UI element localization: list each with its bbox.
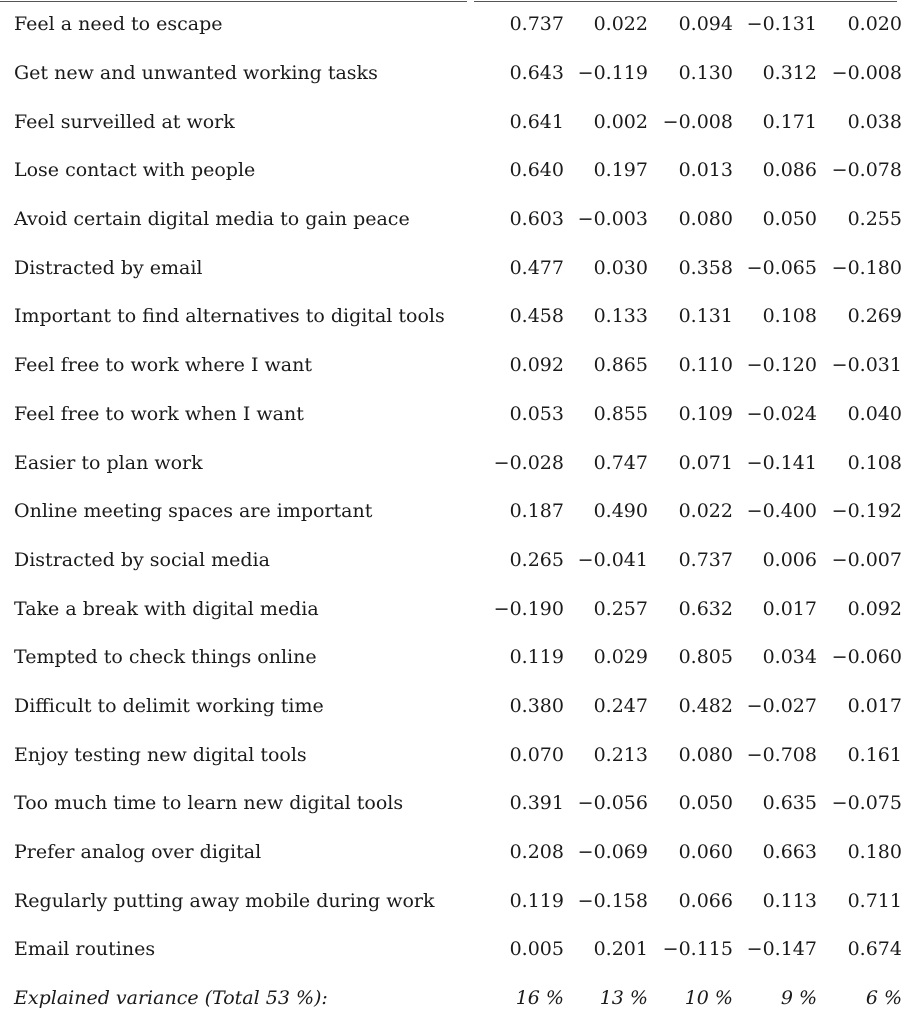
loading-factor-3: 0.482: [678, 694, 733, 717]
loading-factor-5: −0.078: [831, 159, 902, 182]
loading-factor-4: 0.663: [762, 841, 817, 864]
item-label: Important to find alternatives to digital tools: [14, 305, 445, 328]
variance-factor-3: 10 %: [684, 987, 733, 1010]
loading-factor-3: 0.080: [678, 208, 733, 231]
loading-factor-1: 0.737: [509, 13, 564, 36]
loading-factor-5: 0.180: [847, 841, 902, 864]
loading-factor-3: 0.071: [678, 451, 733, 474]
loading-factor-2: −0.119: [577, 62, 648, 85]
loading-factor-5: 0.255: [847, 208, 902, 231]
variance-factor-1: 16 %: [515, 987, 564, 1010]
loading-factor-5: −0.180: [831, 256, 902, 279]
loading-factor-4: 0.635: [762, 792, 817, 815]
item-label: Difficult to delimit working time: [14, 694, 324, 717]
loading-factor-5: −0.060: [831, 646, 902, 669]
loading-factor-5: −0.075: [831, 792, 902, 815]
table-row: [0, 876, 902, 925]
loading-factor-5: 0.161: [847, 743, 902, 766]
loading-factor-2: 0.201: [593, 938, 648, 961]
loading-factor-4: −0.400: [746, 500, 817, 523]
loading-factor-2: 0.133: [593, 305, 648, 328]
table-row: [0, 341, 902, 390]
table-row: [0, 487, 902, 536]
loading-factor-1: 0.265: [509, 548, 564, 571]
loading-factor-5: 0.674: [847, 938, 902, 961]
loading-factor-4: −0.120: [746, 354, 817, 377]
loading-factor-5: −0.008: [831, 62, 902, 85]
table-row: [0, 536, 902, 585]
item-label: Lose contact with people: [14, 159, 256, 182]
loading-factor-4: −0.708: [746, 743, 817, 766]
table-row: [0, 730, 902, 779]
loading-factor-3: 0.013: [678, 159, 733, 182]
table-row: [0, 779, 902, 828]
loading-factor-2: −0.069: [577, 841, 648, 864]
loading-factor-2: 0.022: [593, 13, 648, 36]
item-label: Online meeting spaces are important: [14, 500, 373, 523]
loading-factor-1: −0.190: [493, 597, 564, 620]
item-label: Feel surveilled at work: [14, 110, 235, 133]
loading-factor-1: −0.028: [493, 451, 564, 474]
loading-factor-1: 0.119: [509, 889, 564, 912]
loading-factor-2: 0.197: [593, 159, 648, 182]
loading-factor-3: 0.066: [678, 889, 733, 912]
loading-factor-4: 0.086: [762, 159, 817, 182]
loading-factor-3: 0.131: [678, 305, 733, 328]
loading-factor-2: 0.247: [593, 694, 648, 717]
loading-factor-3: 0.805: [678, 646, 733, 669]
loading-factor-5: −0.007: [831, 548, 902, 571]
table-row: [0, 195, 902, 244]
loading-factor-2: 0.257: [593, 597, 648, 620]
loading-factor-1: 0.640: [509, 159, 564, 182]
loading-factor-2: 0.865: [593, 354, 648, 377]
loading-factor-4: −0.141: [746, 451, 817, 474]
loading-factor-2: 0.213: [593, 743, 648, 766]
loading-factor-3: 0.080: [678, 743, 733, 766]
loading-factor-2: −0.003: [577, 208, 648, 231]
variance-factor-4: 9 %: [780, 987, 817, 1010]
loading-factor-5: −0.192: [831, 500, 902, 523]
table-row: [0, 438, 902, 487]
loading-factor-1: 0.187: [509, 500, 564, 523]
loading-factor-2: −0.056: [577, 792, 648, 815]
loading-factor-3: 0.109: [678, 402, 733, 425]
loading-factor-2: 0.855: [593, 402, 648, 425]
loading-factor-4: −0.131: [746, 13, 817, 36]
explained-variance-label: Explained variance (Total 53 %):: [14, 987, 328, 1010]
loading-factor-1: 0.380: [509, 694, 564, 717]
loading-factor-4: 0.034: [762, 646, 817, 669]
loading-factor-3: 0.632: [678, 597, 733, 620]
loading-factor-2: −0.158: [577, 889, 648, 912]
loading-factor-3: 0.737: [678, 548, 733, 571]
loading-factor-2: 0.029: [593, 646, 648, 669]
table-row: [0, 828, 902, 877]
loading-factor-5: −0.031: [831, 354, 902, 377]
item-label: Too much time to learn new digital tools: [14, 792, 404, 815]
loading-factor-1: 0.603: [509, 208, 564, 231]
loading-factor-1: 0.458: [509, 305, 564, 328]
table-row: [0, 925, 902, 974]
table-row: [0, 390, 902, 439]
loading-factor-1: 0.208: [509, 841, 564, 864]
loading-factor-4: 0.312: [762, 62, 817, 85]
loading-factor-2: 0.747: [593, 451, 648, 474]
loading-factor-4: 0.050: [762, 208, 817, 231]
loading-factor-2: 0.030: [593, 256, 648, 279]
loading-factor-1: 0.005: [509, 938, 564, 961]
item-label: Tempted to check things online: [14, 646, 317, 669]
loading-factor-3: 0.050: [678, 792, 733, 815]
explained-variance-row: [0, 974, 902, 1023]
loading-factor-1: 0.391: [509, 792, 564, 815]
table-row: [0, 682, 902, 731]
item-label: Take a break with digital media: [14, 597, 319, 620]
loading-factor-4: 0.108: [762, 305, 817, 328]
item-label: Distracted by social media: [14, 548, 270, 571]
variance-factor-5: 6 %: [865, 987, 902, 1010]
loading-factor-1: 0.053: [509, 402, 564, 425]
item-label: Prefer analog over digital: [14, 841, 262, 864]
loading-factor-3: 0.358: [678, 256, 733, 279]
loading-factor-5: 0.108: [847, 451, 902, 474]
table-row: [0, 49, 902, 98]
table-row: [0, 633, 902, 682]
table-row: [0, 0, 902, 49]
item-label: Feel free to work where I want: [14, 354, 312, 377]
loading-factor-3: −0.115: [662, 938, 733, 961]
item-label: Avoid certain digital media to gain peace: [14, 208, 410, 231]
loading-factor-4: 0.006: [762, 548, 817, 571]
item-label: Easier to plan work: [14, 451, 203, 474]
loading-factor-1: 0.092: [509, 354, 564, 377]
table-row: [0, 146, 902, 195]
table-row: [0, 97, 902, 146]
loading-factor-3: −0.008: [662, 110, 733, 133]
table-row: [0, 243, 902, 292]
loading-factor-2: −0.041: [577, 548, 648, 571]
variance-factor-2: 13 %: [599, 987, 648, 1010]
table-row: [0, 292, 902, 341]
loading-factor-3: 0.094: [678, 13, 733, 36]
loading-factor-5: 0.038: [847, 110, 902, 133]
item-label: Email routines: [14, 938, 156, 961]
loading-factor-3: 0.110: [678, 354, 733, 377]
loading-factor-5: 0.020: [847, 13, 902, 36]
loading-factor-4: −0.147: [746, 938, 817, 961]
loading-factor-5: 0.711: [847, 889, 902, 912]
loading-factor-1: 0.477: [509, 256, 564, 279]
loading-factor-5: 0.269: [847, 305, 902, 328]
loading-factor-3: 0.060: [678, 841, 733, 864]
item-label: Feel free to work when I want: [14, 402, 304, 425]
loading-factor-5: 0.017: [847, 694, 902, 717]
loading-factor-4: −0.027: [746, 694, 817, 717]
loading-factor-4: −0.065: [746, 256, 817, 279]
loading-factor-3: 0.022: [678, 500, 733, 523]
item-label: Regularly putting away mobile during work: [14, 889, 435, 912]
item-label: Distracted by email: [14, 256, 203, 279]
table-row: [0, 584, 902, 633]
item-label: Get new and unwanted working tasks: [14, 62, 378, 85]
loading-factor-4: 0.017: [762, 597, 817, 620]
loading-factor-4: −0.024: [746, 402, 817, 425]
loading-factor-5: 0.092: [847, 597, 902, 620]
item-label: Feel a need to escape: [14, 13, 223, 36]
loading-factor-1: 0.119: [509, 646, 564, 669]
loading-factor-1: 0.641: [509, 110, 564, 133]
loading-factor-1: 0.070: [509, 743, 564, 766]
loading-factor-2: 0.490: [593, 500, 648, 523]
loading-factor-1: 0.643: [509, 62, 564, 85]
loading-factor-4: 0.171: [762, 110, 817, 133]
loading-factor-2: 0.002: [593, 110, 648, 133]
loading-factor-3: 0.130: [678, 62, 733, 85]
loading-factor-4: 0.113: [762, 889, 817, 912]
loading-factor-5: 0.040: [847, 402, 902, 425]
item-label: Enjoy testing new digital tools: [14, 743, 307, 766]
